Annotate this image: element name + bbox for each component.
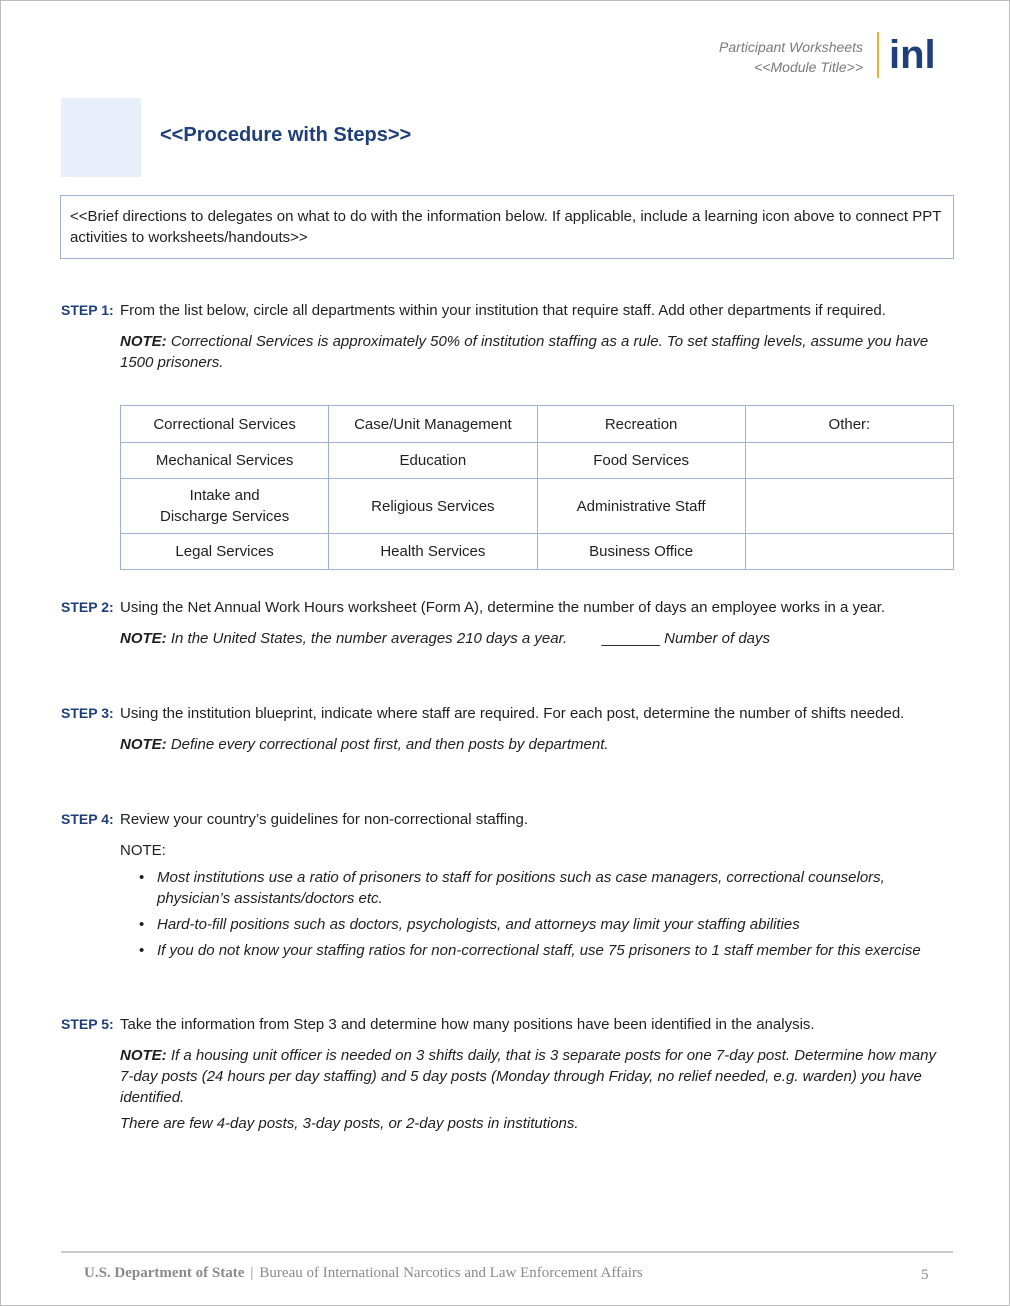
step-3-label: STEP 3: (61, 705, 114, 721)
footer-separator: | (250, 1265, 254, 1281)
step-5-note-label: NOTE: (120, 1047, 167, 1064)
table-cell[interactable]: Food Services (537, 443, 745, 479)
footer-bureau: Bureau of International Narcotics and Law Enforcement Affairs (259, 1265, 643, 1281)
step-4-label: STEP 4: (61, 811, 114, 827)
table-cell[interactable] (745, 443, 953, 479)
table-cell[interactable]: Education (329, 443, 537, 479)
step-2-text: Using the Net Annual Work Hours worksheet (Form A), determine the number of days an employee works in a year. (120, 599, 886, 616)
table-row (121, 406, 954, 443)
step-5-note-text: If a housing unit officer is needed on 3 shifts daily, that is 3 separate posts for one 7-day post. Determine how many 7-day posts (24 hours per day staffing) and 5 day posts (Monday through Friday, no relief needed, e.g. warden) you have identified. (120, 1047, 936, 1106)
table-cell[interactable]: Intake and Discharge Services (121, 479, 329, 534)
step-1-note (120, 331, 950, 373)
list-item-text: Most institutions use a ratio of prisoners to staff for positions such as case managers, correctional counselors, physician’s assistants/doctors etc. (157, 869, 885, 907)
step-1-body (120, 300, 950, 373)
step-4-text: Review your country’s guidelines for non-correctional staffing. (120, 811, 528, 828)
footer-divider (61, 1251, 953, 1253)
table-cell[interactable] (745, 534, 953, 570)
table-cell[interactable]: Other: (745, 406, 953, 443)
bullet-icon: • (139, 869, 145, 886)
step-5-label: STEP 5: (61, 1016, 114, 1032)
step-3-body (120, 703, 950, 755)
step-2-label: STEP 2: (61, 599, 114, 615)
header-divider (877, 32, 879, 78)
footer-department: U.S. Department of State (84, 1265, 245, 1281)
inl-logo: inl (889, 33, 936, 77)
step-4-body (120, 809, 950, 861)
table-row (121, 479, 954, 534)
table-cell[interactable]: Correctional Services (121, 406, 329, 443)
step-4-bullet-list (136, 867, 946, 966)
step-3-note-label: NOTE: (120, 736, 167, 753)
bullet-icon: • (139, 942, 145, 959)
days-blank[interactable]: _______ (601, 630, 660, 647)
footer (84, 1265, 643, 1282)
step-5-note (120, 1045, 950, 1108)
list-item (136, 867, 946, 909)
list-item (136, 940, 946, 961)
header-line-1: Participant Worksheets (719, 39, 863, 55)
list-item-text: If you do not know your staffing ratios for non-correctional staff, use 75 prisoners to 1 staff member for this exercise (157, 942, 921, 959)
step-1-note-label: NOTE: (120, 333, 167, 350)
learning-icon-placeholder (61, 98, 141, 177)
bullet-icon: • (139, 916, 145, 933)
header-line-2: <<Module Title>> (754, 59, 863, 75)
step-1-label: STEP 1: (61, 302, 114, 318)
step-1-note-text: Correctional Services is approximately 50% of institution staffing as a rule. To set staffing levels, assume you have 1500 prisoners. (120, 333, 929, 371)
step-3-note-text: Define every correctional post first, and then posts by department. (170, 736, 609, 753)
departments-table (120, 405, 954, 570)
table-cell[interactable]: Recreation (537, 406, 745, 443)
step-2-note-text: In the United States, the number averages 210 days a year. (170, 630, 568, 647)
list-item (136, 914, 946, 935)
page-number: 5 (921, 1267, 929, 1283)
header-text (719, 37, 863, 77)
step-4-note-label: NOTE: (120, 842, 166, 859)
step-5-text: Take the information from Step 3 and determine how many positions have been identified in the analysis. (120, 1016, 815, 1033)
table-cell[interactable]: Health Services (329, 534, 537, 570)
days-blank-label: Number of days (664, 630, 771, 647)
table-cell[interactable] (745, 479, 953, 534)
table-cell[interactable]: Administrative Staff (537, 479, 745, 534)
step-2-body (120, 597, 950, 649)
step-3-text: Using the institution blueprint, indicate where staff are required. For each post, determine the number of shifts needed. (120, 705, 905, 722)
table-cell[interactable]: Mechanical Services (121, 443, 329, 479)
directions-box: <<Brief directions to delegates on what to do with the information below. If applicable, include a learning icon above to connect PPT activities to worksheets/handouts>> (60, 195, 954, 259)
table-row (121, 534, 954, 570)
list-item-text: Hard-to-fill positions such as doctors, psychologists, and attorneys may limit your staffing abilities (157, 916, 800, 933)
page-title: <<Procedure with Steps>> (160, 124, 412, 146)
step-5-extra: There are few 4-day posts, 3-day posts, or 2-day posts in institutions. (120, 1115, 579, 1132)
table-cell[interactable]: Religious Services (329, 479, 537, 534)
step-2-note-label: NOTE: (120, 630, 167, 647)
table-row (121, 443, 954, 479)
step-3-note (120, 734, 950, 755)
table-cell[interactable]: Case/Unit Management (329, 406, 537, 443)
table-cell[interactable]: Business Office (537, 534, 745, 570)
step-1-text: From the list below, circle all departments within your institution that require staff. Add other departments if required. (120, 302, 886, 319)
step-5-body (120, 1014, 950, 1134)
step-2-note (120, 628, 950, 649)
table-cell[interactable]: Legal Services (121, 534, 329, 570)
